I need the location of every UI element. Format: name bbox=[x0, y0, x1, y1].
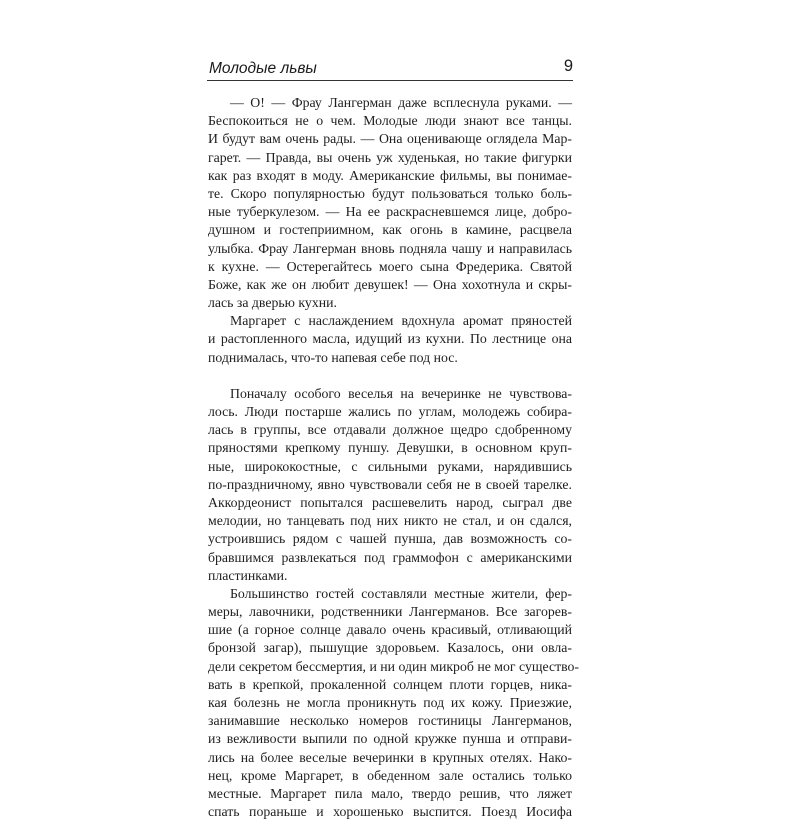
paragraph bbox=[208, 385, 572, 585]
text-line: кая болезнь не могла проникнуть под их кожу. Приезжие, bbox=[208, 695, 572, 710]
page-number: 9 bbox=[563, 57, 573, 75]
text-line: пряностями крепкому пуншу. Девушки, в основном круп- bbox=[208, 440, 572, 456]
text-line: ные туберкулезом. — На ее раскрасневшемся лице, добро- bbox=[208, 204, 572, 220]
text-line: бравшимся развлекаться под граммофон с американскими bbox=[208, 549, 572, 565]
text-line: Боже, как же он любит девушек! — Она хохотнула и скры- bbox=[208, 276, 572, 292]
page-header bbox=[207, 54, 573, 84]
text-line: местные. Маргарет пила мало, твердо решив, что ляжет bbox=[208, 785, 572, 801]
paragraph bbox=[208, 94, 572, 312]
text-line: лось. Люди постарше жались по углам, молодежь собира- bbox=[208, 404, 572, 419]
text-line: Большинство гостей составляли местные жители, фер- bbox=[230, 585, 572, 601]
text-line: Беспокоиться не о чем. Молодые люди знают все танцы. bbox=[208, 113, 572, 129]
text-line: Аккордеонист попытался расшевелить народ, сыграл две bbox=[208, 494, 572, 510]
text-line: улыбка. Фрау Лангерман вновь подняла чашу и направилась bbox=[208, 240, 572, 256]
text-line: душном и гостеприимном, как огонь в камине, расцвела bbox=[208, 222, 572, 238]
text-line: как раз входят в моду. Американские фильмы, вы понимае- bbox=[208, 167, 572, 183]
text-line: дели секретом бессмертия, и ни один микроб не мог существо- bbox=[208, 658, 580, 674]
text-line: к кухне. — Остерегайтесь моего сына Фредерика. Святой bbox=[208, 258, 572, 274]
body-text bbox=[208, 94, 580, 821]
text-line: устроившись рядом с чашей пунша, дав возможность со- bbox=[208, 531, 572, 547]
text-line: и растопленного масла, идущий из кухни. По лестнице она bbox=[208, 331, 572, 347]
text-line: пластинками. bbox=[208, 567, 288, 583]
text-line: спать пораньше и хорошенько выспится. Поезд Иосифа bbox=[208, 804, 572, 820]
text-line: нец, кроме Маргарет, в обеденном зале остались только bbox=[208, 767, 572, 783]
text-line: шие (а горное солнце давало очень красивый, отливающий bbox=[208, 622, 572, 638]
paragraph bbox=[208, 312, 572, 367]
text-line: меры, лавочники, родственники Лангерманов. Все загорев- bbox=[208, 604, 572, 620]
text-line: лись на более веселые вечеринки в крупных отелях. Нако- bbox=[208, 749, 572, 765]
text-line: бронзой загар), пышущие здоровьем. Казалось, они овла- bbox=[208, 640, 572, 656]
text-line: лась в группы, все отдавали должное щедро сдобренному bbox=[208, 422, 572, 438]
text-line: вать в крепкой, прокаленной солнцем плоти горцев, ника- bbox=[208, 676, 572, 692]
text-line: занимавшие несколько номеров гостиницы Лангерманов, bbox=[208, 713, 572, 729]
text-line: по-праздничному, явно чувствовали себя не в своей тарелке. bbox=[208, 476, 572, 492]
text-line: поднималась, что-то напевая себе под нос. bbox=[208, 349, 458, 365]
paragraph bbox=[208, 585, 580, 821]
text-line: мелодии, но танцевать под них никто не стал, и он сдался, bbox=[208, 513, 572, 529]
text-line: лась за дверью кухни. bbox=[208, 295, 337, 311]
text-line: ные, ширококостные, с сильными руками, нарядившись bbox=[208, 458, 572, 474]
section-break bbox=[208, 367, 572, 385]
text-line: Поначалу особого веселья на вечеринке не чувствова- bbox=[230, 385, 572, 401]
text-line: Маргарет с наслаждением вдохнула аромат пряностей bbox=[230, 313, 572, 329]
text-line: те. Скоро популярностью будут пользоваться только боль- bbox=[208, 185, 572, 201]
text-line: — О! — Фрау Лангерман даже всплеснула руками. — bbox=[230, 95, 572, 110]
text-line: И будут вам очень рады. — Она оценивающе оглядела Мар- bbox=[208, 131, 572, 147]
header-rule bbox=[207, 80, 573, 81]
running-title: Молодые львы bbox=[209, 60, 317, 77]
text-line: из вежливости выпили по одной кружке пунша и отправи- bbox=[208, 731, 572, 747]
text-line: гарет. — Правда, вы очень уж худенькая, но такие фигурки bbox=[208, 149, 572, 165]
